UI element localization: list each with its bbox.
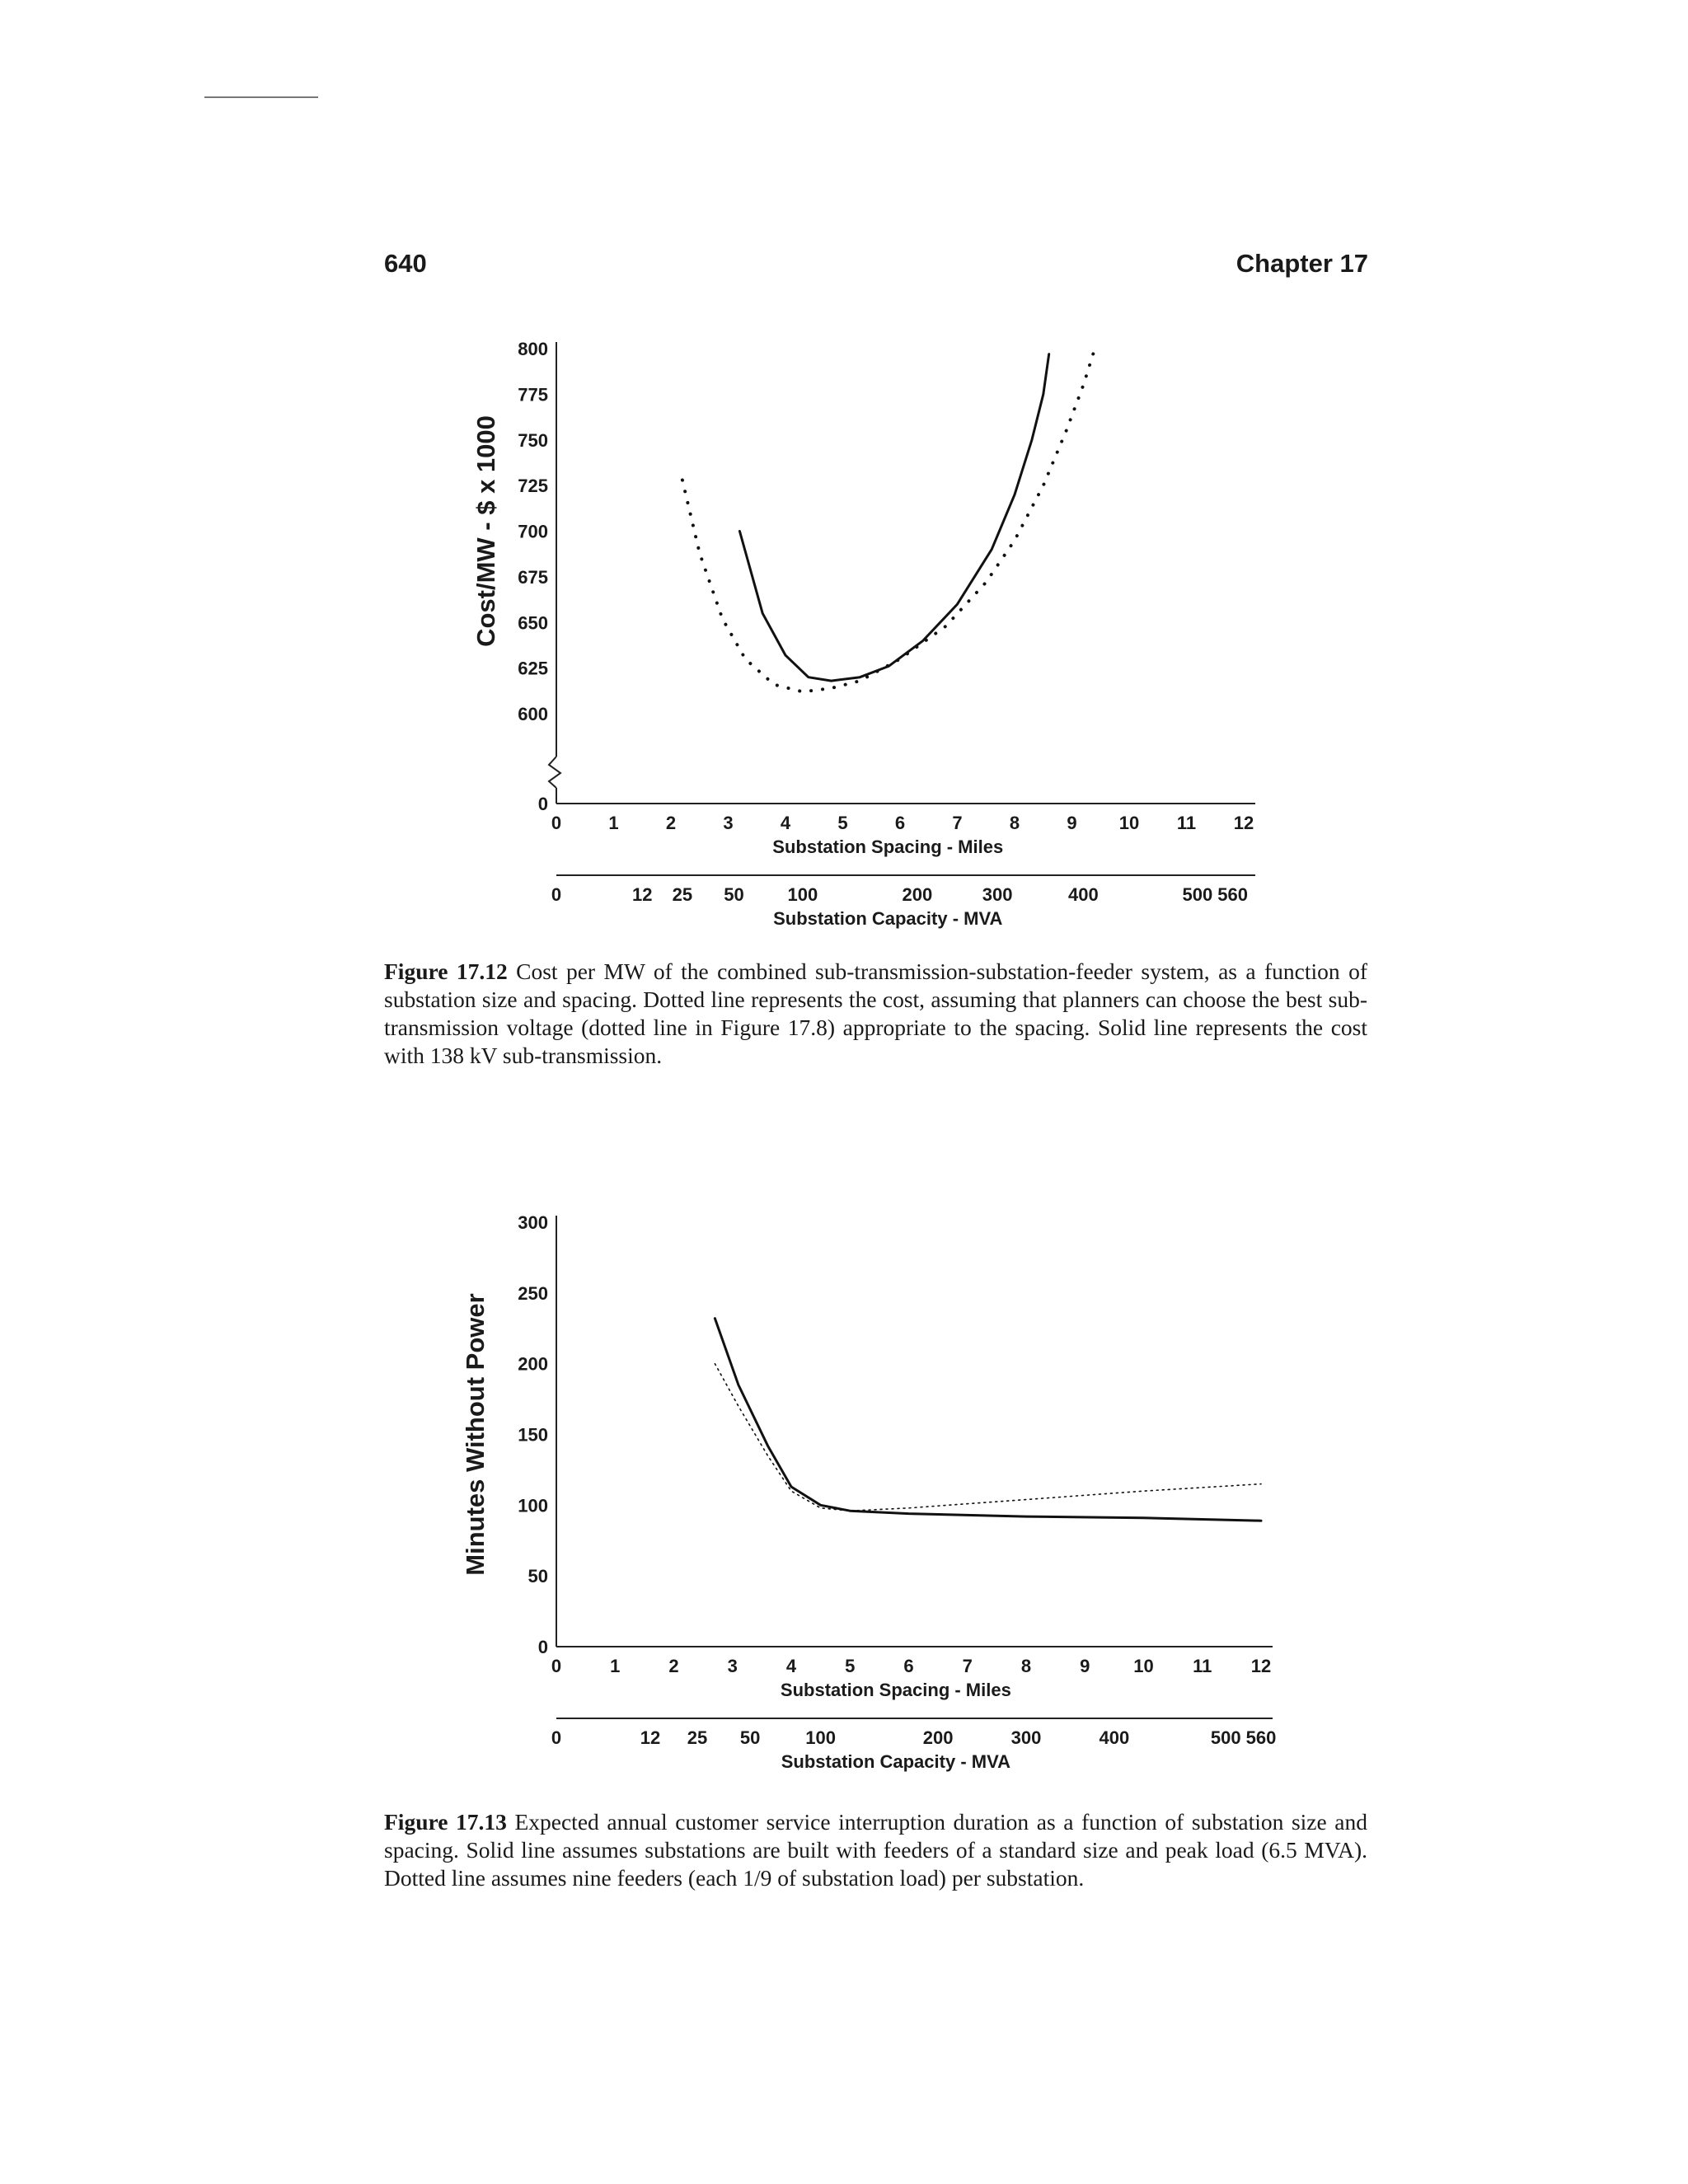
figure-17-12-caption (384, 958, 1367, 1070)
dotted-series-line (715, 1364, 1261, 1511)
cost-per-mw-chart (0, 321, 1688, 948)
x2-tick-label: 50 (724, 884, 744, 905)
x2-tick-label: 300 (1010, 1727, 1042, 1748)
y-tick-label: 300 (518, 1212, 548, 1233)
y-axis-label: Minutes Without Power (461, 1293, 490, 1576)
y-tick-label: 0 (537, 794, 548, 814)
x-tick-label: 7 (952, 813, 963, 833)
x-axis-label: Substation Spacing - Miles (772, 837, 1004, 857)
x2-axis-label: Substation Capacity - MVA (773, 908, 1003, 929)
y-tick-label: 0 (537, 1637, 548, 1657)
y-tick-label: 800 (518, 339, 548, 359)
y-tick-label: 200 (518, 1353, 548, 1375)
x-tick-label: 11 (1193, 1656, 1212, 1676)
y-tick-label: 625 (518, 658, 548, 679)
x2-tick-label: 100 (787, 884, 818, 905)
x-tick-label: 6 (894, 813, 906, 833)
chapter-title: Chapter 17 (1236, 249, 1368, 278)
x2-axis-label: Substation Capacity - MVA (781, 1751, 1011, 1772)
y-tick-label: 250 (518, 1282, 548, 1304)
x-tick-label: 8 (1009, 813, 1020, 833)
x-tick-label: 12 (1233, 813, 1254, 833)
dotted-series-line (682, 349, 1095, 691)
y-tick-label: 775 (518, 384, 548, 405)
x2-tick-label: 300 (982, 884, 1013, 905)
x-tick-label: 5 (845, 1656, 856, 1676)
x-tick-label: 9 (1067, 813, 1077, 833)
x2-tick-label: 400 (1068, 884, 1099, 905)
x-tick-label: 4 (780, 813, 791, 833)
x-tick-label: 3 (727, 1656, 738, 1676)
x-tick-label: 6 (903, 1656, 914, 1676)
x-tick-label: 0 (551, 1656, 562, 1676)
x2-tick-label: 400 (1099, 1727, 1130, 1748)
x2-tick-label: 0 (551, 1727, 562, 1748)
x-tick-label: 10 (1118, 813, 1140, 833)
x-tick-label: 11 (1176, 813, 1197, 833)
x-tick-label: 2 (668, 1656, 679, 1676)
x-tick-label: 9 (1080, 1656, 1090, 1676)
x2-tick-label: 200 (902, 884, 933, 905)
x-tick-label: 3 (723, 813, 734, 833)
x-tick-label: 2 (665, 813, 677, 833)
solid-series-line (739, 354, 1048, 681)
figure-label: Figure 17.13 (384, 1809, 507, 1835)
figure-17-13-caption (384, 1808, 1367, 1892)
y-tick-label: 725 (518, 476, 548, 497)
x2-tick-label: 500 560 (1210, 1727, 1277, 1748)
x2-tick-label: 100 (805, 1727, 836, 1748)
y-tick-label: 600 (518, 704, 548, 724)
x-tick-label: 0 (551, 813, 562, 833)
x-axis-label: Substation Spacing - Miles (780, 1680, 1011, 1700)
x2-tick-label: 25 (672, 884, 693, 905)
caption-text: Expected annual customer service interruption duration as a function of substation size and spacing. Solid line assumes substations are built with feeders of a standard size and peak load (6.5 MVA). Dotted line assumes nine feeders (each 1/9 of substation load) per substation. (384, 1809, 1367, 1891)
x-tick-label: 10 (1133, 1656, 1154, 1676)
x2-tick-label: 25 (687, 1727, 708, 1748)
solid-series-line (715, 1319, 1261, 1521)
x-tick-label: 7 (962, 1656, 973, 1676)
caption-text: Cost per MW of the combined sub-transmission-substation-feeder system, as a function of substation size and spacing. Dotted line represents the cost, assuming that planners can choose the best sub-transmission voltage (dotted line in Figure 17.8) appropriate to the spacing. Solid line represents the cost with 138 kV sub-transmission. (384, 958, 1367, 1068)
x-tick-label: 1 (610, 1656, 621, 1676)
x-tick-label: 1 (608, 813, 619, 833)
y-axis-label: Cost/MW - $ x 1000 (471, 415, 500, 647)
top-rule (204, 96, 318, 98)
page-number: 640 (384, 249, 427, 278)
x2-tick-label: 0 (551, 884, 562, 905)
x2-tick-label: 12 (640, 1727, 661, 1748)
x2-tick-label: 200 (922, 1727, 954, 1748)
x-tick-label: 8 (1020, 1656, 1032, 1676)
x2-tick-label: 500 560 (1182, 884, 1249, 905)
y-tick-label: 750 (518, 429, 548, 451)
y-tick-label: 650 (518, 612, 548, 634)
axis-break-mark (549, 757, 560, 788)
x-tick-label: 12 (1250, 1656, 1272, 1676)
minutes-without-power-chart (0, 1195, 1688, 1797)
y-tick-label: 50 (528, 1566, 548, 1587)
x2-tick-label: 50 (739, 1727, 761, 1748)
x-tick-label: 5 (837, 813, 848, 833)
y-tick-label: 700 (518, 521, 548, 542)
y-tick-label: 150 (518, 1424, 548, 1446)
y-tick-label: 675 (518, 566, 548, 588)
x-tick-label: 4 (785, 1656, 797, 1676)
x2-tick-label: 12 (632, 884, 653, 905)
figure-label: Figure 17.12 (384, 958, 508, 984)
y-tick-label: 100 (518, 1495, 548, 1516)
